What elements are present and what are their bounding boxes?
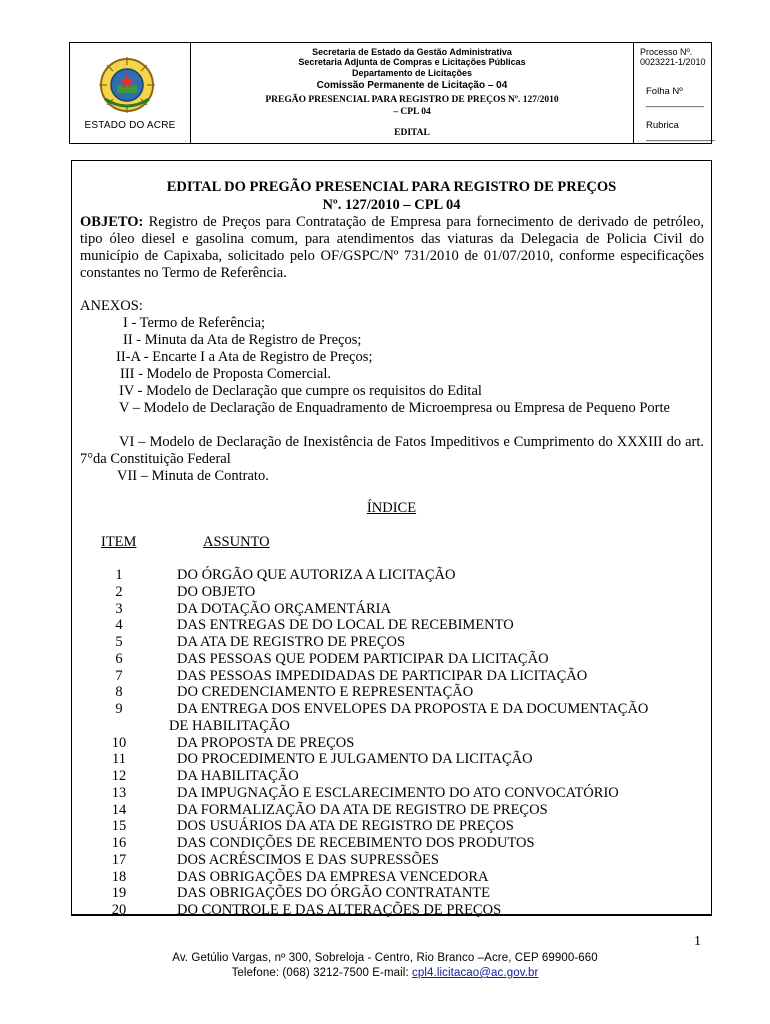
- index-row: [72, 567, 711, 584]
- index-item-number: 8: [115, 684, 123, 701]
- index-item-subject: DAS ENTREGAS DE DO LOCAL DE RECEBIMENTO: [177, 617, 514, 634]
- index-item-number: 19: [111, 885, 127, 902]
- index-item-subject: DAS PESSOAS QUE PODEM PARTICIPAR DA LICITAÇÃO: [177, 650, 549, 667]
- index-item-number: 12: [111, 768, 127, 784]
- index-row: [72, 701, 711, 718]
- index-item-subject: DA PROPOSTA DE PREÇOS: [177, 734, 355, 751]
- index-row: [72, 852, 711, 869]
- index-item-subject-continuation: DE HABILITAÇÃO: [169, 717, 290, 734]
- index-item-number: 13: [111, 784, 127, 801]
- index-item-number: 16: [111, 835, 127, 851]
- index-item-subject: DA IMPUGNAÇÃO E ESCLARECIMENTO DO ATO CONVOCATÓRIO: [177, 784, 619, 801]
- anexo-item: III - Modelo de Proposta Comercial.: [120, 366, 332, 382]
- header-line-secretaria: Secretaria de Estado da Gestão Administrativa: [312, 47, 512, 57]
- header-line-cpl: – CPL 04: [393, 107, 431, 117]
- index-item-subject: DO CONTROLE E DAS ALTERAÇÕES DE PREÇOS: [177, 902, 502, 918]
- index-item-number: 11: [112, 751, 126, 768]
- index-row: [72, 885, 711, 902]
- index-item-subject: DAS OBRIGAÇÕES DO ÓRGÃO CONTRATANTE: [177, 885, 491, 902]
- index-row: [72, 617, 711, 634]
- anexo-item: V – Modelo de Declaração de Enquadramento de Microempresa ou Empresa de Pequeno Porte: [119, 400, 670, 416]
- document-title: EDITAL DO PREGÃO PRESENCIAL PARA REGISTRO DE PREÇOS: [166, 179, 617, 195]
- index-row: [72, 768, 711, 785]
- index-item-subject: DO CREDENCIAMENTO E REPRESENTAÇÃO: [177, 684, 474, 701]
- page-number: 1: [694, 934, 701, 949]
- index-row: [72, 785, 711, 802]
- state-coat-of-arms-icon: [97, 55, 157, 115]
- anexo-item: II-A - Encarte I a Ata de Registro de Preços;: [116, 349, 373, 365]
- state-label: ESTADO DO ACRE: [84, 120, 176, 131]
- header-emblem-cell: [70, 43, 191, 143]
- index-item-subject: DAS CONDIÇÕES DE RECEBIMENTO DOS PRODUTOS: [177, 835, 535, 851]
- index-item-number: 7: [115, 667, 123, 684]
- anexos-label: ANEXOS:: [80, 298, 143, 314]
- index-row: [72, 584, 711, 601]
- index-item-subject: DAS PESSOAS IMPEDIDADAS DE PARTICIPAR DA LICITAÇÃO: [177, 667, 588, 684]
- index-row: [72, 684, 711, 701]
- anexo-item: IV - Modelo de Declaração que cumpre os requisitos do Edital: [119, 383, 482, 399]
- process-number: Processo Nº. 0023221-1/2010: [640, 47, 706, 67]
- header-line-pregao: PREGÃO PRESENCIAL PARA REGISTRO DE PREÇOS Nº. 127/2010: [265, 95, 559, 105]
- header-title-cell: [191, 43, 634, 143]
- index-item-number: 9: [115, 701, 123, 717]
- document-header: [69, 42, 715, 144]
- header-line-departamento: Departamento de Licitações: [351, 68, 473, 78]
- index-row: [72, 869, 711, 886]
- index-item-number: 1: [115, 567, 123, 583]
- footer-email-link[interactable]: cpl4.licitacao@ac.gov.br: [412, 967, 539, 979]
- index-item-subject: DA DOTAÇÃO ORÇAMENTÁRIA: [177, 600, 391, 617]
- anexo-item: VII – Minuta de Contrato.: [117, 468, 269, 484]
- footer-contact: [0, 967, 770, 979]
- column-header-assunto: ASSUNTO: [203, 534, 270, 550]
- index-row: [72, 751, 711, 768]
- index-item-subject: DA HABILITAÇÃO: [177, 768, 299, 784]
- document-subtitle: Nº. 127/2010 – CPL 04: [322, 197, 461, 213]
- header-line-comissao: Comissão Permanente de Licitação – 04: [316, 80, 508, 91]
- index-item-number: 6: [115, 650, 123, 667]
- index-item-number: 4: [115, 617, 123, 634]
- anexo-item: II - Minuta da Ata de Registro de Preços;: [123, 332, 362, 348]
- index-row: [72, 601, 711, 618]
- index-row: [72, 802, 711, 819]
- document-body: [71, 160, 712, 916]
- column-header-item: ITEM: [101, 534, 137, 550]
- index-row: [72, 835, 711, 852]
- index-item-number: 20: [111, 902, 127, 918]
- index-row: [72, 735, 711, 752]
- index-item-number: 10: [111, 734, 127, 751]
- indice-title: ÍNDICE: [366, 500, 417, 516]
- index-row: [72, 818, 711, 835]
- anexo-item: VI – Modelo de Declaração de Inexistência de Fatos Impeditivos e Cumprimento do XXXIII do art. 7°da Constituição Federal: [80, 434, 704, 467]
- index-item-number: 14: [111, 801, 127, 818]
- index-row: [72, 634, 711, 651]
- index-item-subject: DA FORMALIZAÇÃO DA ATA DE REGISTRO DE PREÇOS: [177, 801, 548, 818]
- index-item-number: 15: [111, 818, 127, 835]
- footer-address: Av. Getúlio Vargas, nº 300, Sobreloja - Centro, Rio Branco –Acre, CEP 69900-660: [172, 952, 598, 964]
- objeto-text: Registro de Preços para Contratação de Empresa para fornecimento de derivado de petróleo, tipo óleo diesel e gasolina comum, para atendimentos das viaturas da Delegacia de Policia Civil do município de Capixaba, solicitado pelo OF/GSPC/Nº 731/2010 de 01/07/2010, conforme especificações constantes no Termo de Referência.: [80, 214, 704, 281]
- index-item-subject: DO PROCEDIMENTO E JULGAMENTO DA LICITAÇÃO: [177, 751, 533, 768]
- rubrica-field: Rubrica _____________: [646, 120, 715, 142]
- index-item-number: 3: [115, 600, 123, 617]
- index-item-subject: DOS ACRÉSCIMOS E DAS SUPRESSÕES: [177, 851, 439, 868]
- index-row: [72, 902, 711, 919]
- index-item-subject: DOS USUÁRIOS DA ATA DE REGISTRO DE PREÇOS: [177, 818, 514, 835]
- index-row: [72, 651, 711, 668]
- header-line-edital: EDITAL: [394, 128, 430, 138]
- anexo-item: I - Termo de Referência;: [123, 315, 266, 331]
- footer-phone: Telefone: (068) 3212-7500 E-mail:: [231, 967, 413, 979]
- index-item-number: 18: [111, 868, 127, 885]
- index-item-number: 17: [111, 851, 127, 868]
- index-item-number: 2: [115, 583, 123, 600]
- folha-field: Folha Nº ___________: [646, 86, 705, 108]
- index-item-subject: DA ATA DE REGISTRO DE PREÇOS: [177, 634, 406, 650]
- objeto-paragraph: [80, 214, 704, 282]
- index-item-subject: DO ÓRGÃO QUE AUTORIZA A LICITAÇÃO: [177, 567, 456, 583]
- header-process-cell: [634, 43, 715, 143]
- index-item-subject: DO OBJETO: [177, 583, 256, 600]
- index-row: [72, 668, 711, 685]
- objeto-label: OBJETO:: [80, 214, 144, 230]
- index-item-subject: DAS OBRIGAÇÕES DA EMPRESA VENCEDORA: [177, 868, 489, 885]
- index-item-number: 5: [115, 634, 123, 650]
- index-item-subject: DA ENTREGA DOS ENVELOPES DA PROPOSTA E DA DOCUMENTAÇÃO: [177, 701, 649, 717]
- header-line-secretaria-adjunta: Secretaria Adjunta de Compras e Licitações Públicas: [298, 57, 526, 67]
